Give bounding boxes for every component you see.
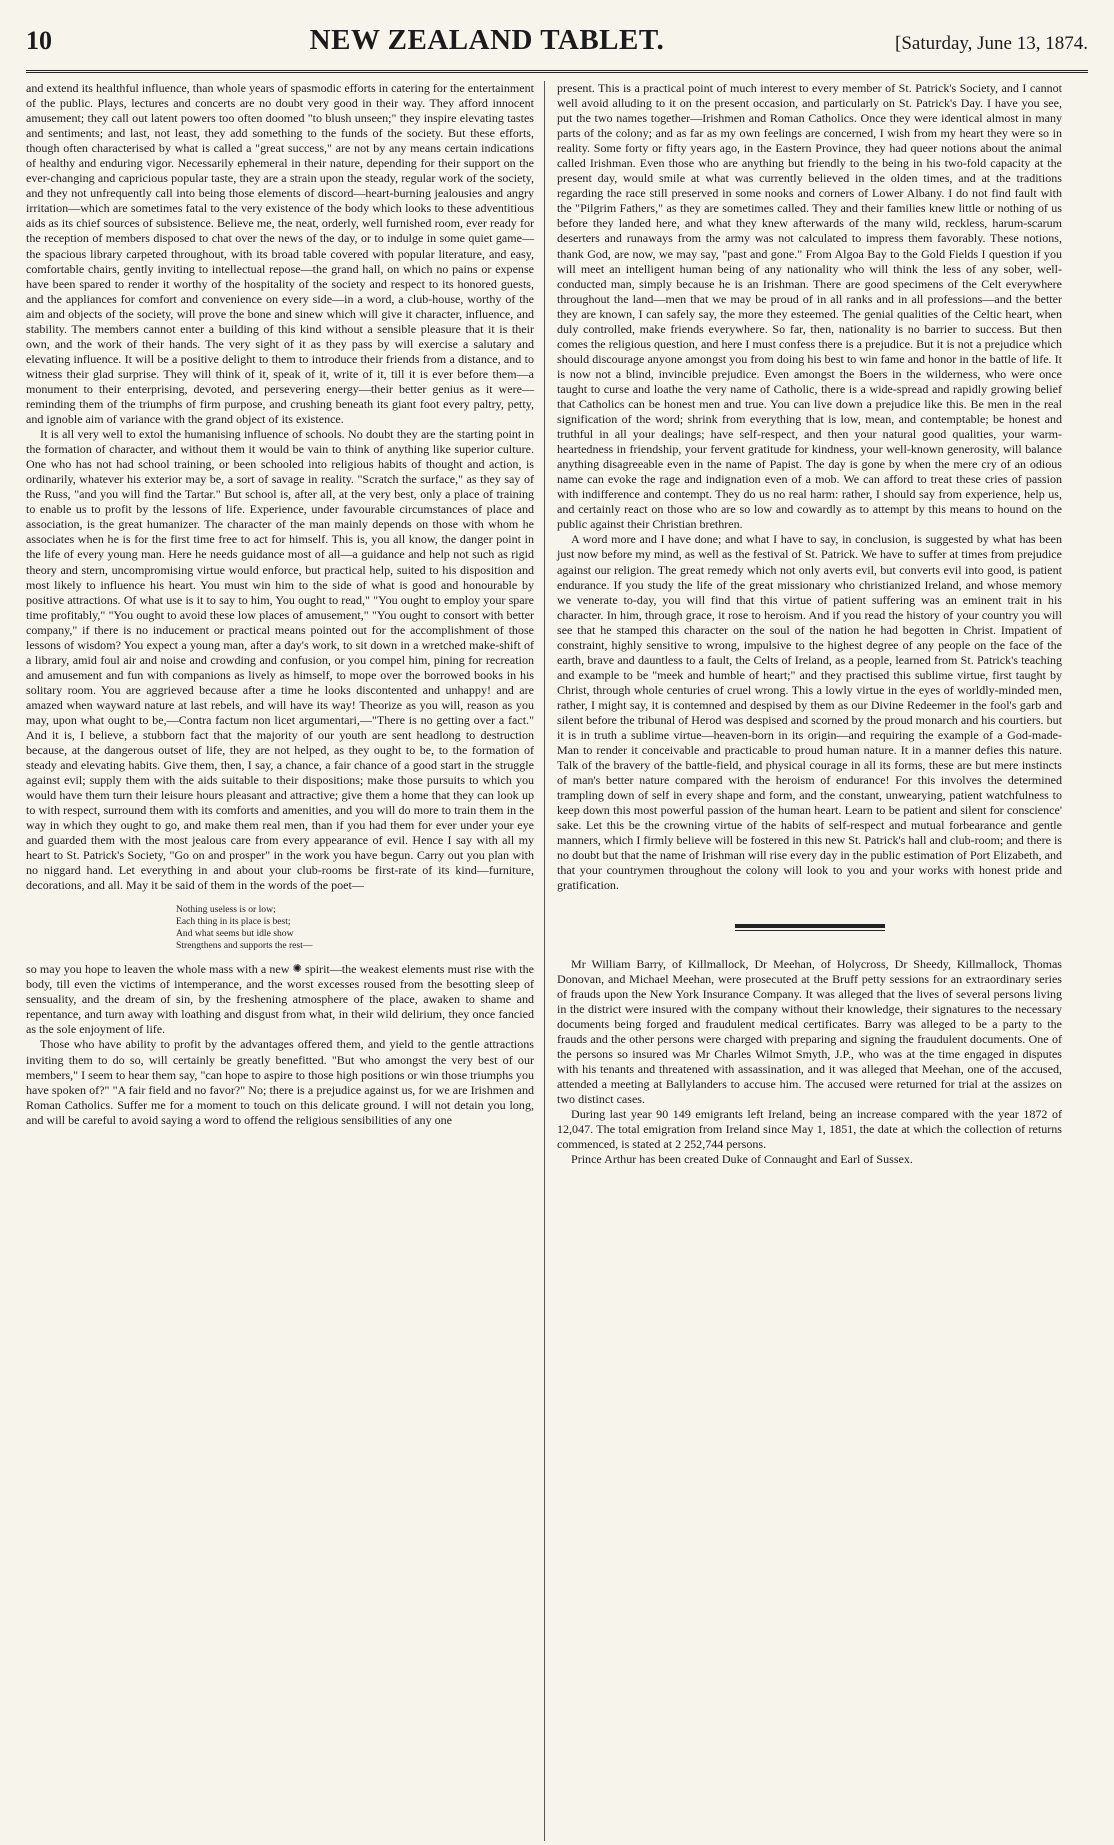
- paragraph: It is all very well to extol the humanising influence of schools. No doubt they are the starting point in the formation of character, and without them it would be vain to think of anything like superior culture. One who has not had school training, or been schooled into religious habits of thought and action, is ordinarily, whatever his exterior may be, a sort of savage in reality. "Scratch the surface," as they say of the Russ, "and you will find the Tartar." But school is, after all, at the very best, only a place of training to enable us to profit by the lessons of life. Experience, under favourable circumstances of place and association, is the great humanizer. The character of the man mainly depends on those with whom he associates when he is for the first time free to act for himself. This is, you all know, the danger point in the life of every young man. Here he needs guidance most of all—a guidance and help not such as rigid theory and stern, uncompromising virtue would enforce, but practical help, suited to his disposition and most likely to influence his heart. You must win him to the side of what is good and honourable by positive attractions. Of what use is it to say to him, You ought to read," "You ought to employ your spare time profitably," "You ought to avoid these low places of amusement," "You ought to consort with better company," if there is no inducement or practical means pointed out for the accomplishment of those lessons of wisdom? You expect a young man, after a day's work, to sit down in a wretched make-shift of a library, amid foul air and noise and crowding and confusion, or you compel him, pining for recreation and amusement and fun with companions as lively as himself, to mope over the borrowed books in his solitary room. You are aggrieved because after a time he looks discontented and unhappy! and are amazed when wayward nature at last rebels, and will have its way! Theorize as you will, reason as you may, upon what ought to be,—Contra factum non licet argumentari,—"There is no getting over a fact." And it is, I believe, a stubborn fact that the majority of our youth are sent headlong to destruction because, at the dangerous outset of life, they are not helped, as they ought to be, to the formation of steady and elevating habits. Give them, then, I say, a chance, a fair chance of a good start in the struggle against evil; supply them with the aids suitable to their dispositions; make those pursuits to which you would have them turn their leisure hours pleasant and attractive; give them a home that they can look up to with respect, surround them with its comforts and amenities, and you will do more to train them in the way in which they ought to go, and make them real men, than if you had them for ever under your eye and guarded them with the most jealous care from every appearance of evil. Hence I say with all my heart to St. Patrick's Society, "Go on and prosper" in the work you have begun. Carry out you plan with no niggard hand. Let everything in and about your club-rooms be first-rate of its kind—furniture, decorations, and all. May it be said of them in the words of the poet—: [26, 427, 534, 893]
- masthead-rule: [26, 70, 1088, 73]
- poem-line: Nothing useless is or low;: [176, 903, 276, 915]
- poem-quote: [176, 904, 534, 952]
- paragraph-start: so may you hope to leaven the whole mass with a new: [26, 961, 290, 976]
- news-item: During last year 90 149 emigrants left Ireland, being an increase compared with the year 1872 of 12,047. The total emigration from Ireland since May 1, 1851, the date at which the collection of returns commenced, is stated at 2 252,744 persons.: [557, 1107, 1062, 1152]
- paragraph: A word more and I have done; and what I have to say, in conclusion, is suggested by what has been just now before my mind, as well as the festival of St. Patrick. We have to suffer at times from prejudice against our religion. The great remedy which not only averts evil, but converts evil into good, is patient endurance. If you study the life of the great missionary who christianized Ireland, and whose memory we venerate to-day, you will find that this virtue of patient suffering was an eminent trait in his character. In him, through grace, it rose to heroism. And if you read the history of your country you will see that he stamped this character on the soul of the nation he had begotten in Christ. Impatient of constraint, highly sensitive to wrong, impulsive to the highest degree of any people on the face of the earth, brave and dauntless to a fault, the Celts of Ireland, as a people, learned from St. Patrick's teaching and example to be "meek and humble of heart;" and they practised this sublime virtue, first taught by Christ, through whole centuries of cruel wrong. This a lowly virtue in the eyes of worldly-minded men, rather, I might say, it is contemned and despised by them as our Divine Redeemer in the fool's garb and silent before the tribunal of Herod was despised and scorned by the proud monarch and his courtiers. but it is in truth a sublime virtue—heaven-born in its origin—and requiring the example of a God-made-Man to render it conceivable and practicable to proud human nature. It in a manner defies this nature. Talk of the bravery of the battle-field, and physical courage in all its forms, these are but mere instincts of man's better nature compared with the heroism of endurance! For this involves the determined trampling down of self in every shape and form, and the constant, unwearying, patient watchfulness to keep down this most powerful passion of the human heart. Learn to be patient and silent for conscience' sake. Let this be the crowning virtue of the habits of self-respect and mutual forbearance and gentle manners, which I firmly believe will be fostered in this new St. Patrick's hall and club-room; and there is no doubt but that the name of Irishman will rise every day in the public estimation of Port Elizabeth, and that your countrymen throughout the colony will look to you and your works with honest pride and gratification.: [557, 532, 1062, 893]
- masthead: [26, 24, 1088, 68]
- poem-line: And what seems but idle show: [176, 927, 294, 939]
- news-item: Mr William Barry, of Killmallock, Dr Meehan, of Holycross, Dr Sheedy, Killmallock, Thomas Donovan, and Michael Meehan, were prosecuted at the Bruff petty sessions for an extraordinary series of frauds upon the New York Insurance Company. It was alleged that the lives of several persons living in the district were insured with the company without their knowledge, their signatures to the necessary documents being forged and fraudulent medical certificates. Barry was alleged to be a party to the frauds and the other persons were charged with preparing and signing the fraudulent documents. One of the persons so insured was Mr Charles Wilmot Smyth, J.P., who was at the time engaged in disputes with his tenants and threatened with assassination, and it was alleged that Meehan, one of the accused, attended a meeting at Ballylanders to accuse him. The accused were returned for trial at the assizes on two distinct cases.: [557, 956, 1062, 1106]
- column-left: [26, 81, 544, 1841]
- paragraph-rest: spirit—the weakest elements must rise with the body, till even the victims of intemperance, and the worst excesses roused from the besotting sleep of sensuality, and the dream of sin, by the freshening atmosphere of the place, awaken to shame and repentance, and turn away with loathing and disgust from what, in their wild delirium, they once fancied as the sole enjoyment of life.: [26, 961, 534, 1037]
- issue-date: [Saturday, June 13, 1874.: [895, 33, 1088, 54]
- newspaper-title: NEW ZEALAND TABLET.: [309, 24, 665, 56]
- ornament-icon: ✺: [292, 963, 302, 976]
- poem-line: Strengthens and supports the rest—: [176, 939, 313, 951]
- paragraph: and extend its healthful influence, than whole years of spasmodic efforts in catering for the entertainment of the public. Plays, lectures and concerts are no doubt very good in their way. They afford innocent amusement; they call out latent powers too often doomed "to blush unseen;" they inspire elevating tastes and sentiments; and last, not least, they add something to the funds of the society. But these efforts, though often characterised by what is called a "great success," are not by any means certain indications of healthy and enduring vigor. Necessarily ephemeral in their nature, depending for their support on the ever-changing and capricious popular taste, they are a strain upon the steady, regular work of the society, and they not unfrequently call into being those elements of discord—heart-burning jealousies and angry irritation—which are sometimes fatal to the very existence of the body which looks to these adventitious aids as its chief sources of subsistence. Believe me, the neat, orderly, well furnished room, ever ready for the reception of members disposed to chat over the news of the day, or to indulge in some quiet game—the spacious library carpeted throughout, with its broad table covered with popular literature, and easy, comfortable chairs, gently inviting to intellectual repose—the grand hall, on which no pains or expense have been spared to render it worthy of the hospitality of the society and respect to its honored guests, and the appliances for comfort and convenience on every side—in a word, a club-house, worthy of the aim and objects of the society, will prove the bone and sinew which will give it character, influence, and stability. The members cannot enter a building of this kind without a sensible pleasure that it is their own, and the work of their hands. The very sight of it as they pass by will exercise a salutary and elevating influence. It will be a positive delight to them to introduce their friends from a distance, and to witness their glad surprise. They will think of it, speak of it, write of it, till it is ever before them—a monument to their enterprising, devoted, and persevering energy—their better genius as it were—reminding them of the triumphs of firm purpose, and crushing beneath its giant foot every paltry, petty, and ignoble aim of variance with the grand object of its existence.: [26, 81, 534, 427]
- paragraph: Those who have ability to profit by the advantages offered them, and yield to the gentle attractions inviting them to do so, will certainly be greatly benefitted. "But who amongst the very best of our members," I seem to hear them say, "can hope to aspire to those high positions or win those triumphs you have spoken of?" "A fair field and no favor?" No; there is a prejudice against us, for we are Irishmen and Roman Catholics. Suffer me for a moment to touch on this delicate ground. I will not detain you long, and will be careful to avoid saying a word to offend the religious sensibilities of any one: [26, 1037, 534, 1127]
- article-columns: [26, 81, 1088, 1841]
- poem-line: Each thing in its place is best;: [176, 915, 291, 927]
- paragraph: present. This is a practical point of much interest to every member of St. Patrick's Society, and I cannot well avoid alluding to it on the present occasion, and particularly on St. Patrick's Day. I have you see, put the two names together—Irishmen and Roman Catholics. Once they were identical almost in many parts of the colony; and as far as my own feelings are concerned, I wish from my heart they were so in reality. Some forty or fifty years ago, in the Eastern Province, they had queer notions about the animal called Irishman. Even those who are anything but friendly to the being in his two-fold capacity at the present day, would smile at what was currently believed in the olden times, and at the traditions regarding the race still preserved in some nooks and corners of Lower Albany. I do not find fault with the "Pilgrim Fathers," as they are sometimes called. They and their families knew little or nothing of us before they landed here, and what they knew afterwards of the many wild, reckless, harum-scarum deserters and runaways from the army was not calculated to impress them favorably. These notions, thank God, are now, we may say, "past and gone." From Algoa Bay to the Gold Fields I question if you will meet an intelligent human being of any nationality who will think the less of any sober, well-conducted man, simply because he is an Irishman. There are good specimens of the Celt everywhere throughout the land—men that we may be proud of in all ranks and in all professions—and the better they are known, I can safely say, the more they esteemed. The genial qualities of the Celtic heart, when duly controlled, make friends everywhere. So far, then, nationality is no barrier to success. But then comes the religious question, and here I must confess there is a prejudice. But it is not a prejudice which should discourage anyone amongst you from doing his best to win fame and honor in the battle of life. It is now not a blind, invincible prejudice. Even amongst the Boers in the wilderness, who were once taught to curse and loathe the very name of Catholic, there is a wide-spread and rapidly growing belief that Catholics can be honest men and true. You can live down a prejudice like this. Be men in the real signification of the word; shrink from everything that is low, mean, and contemptable; be honest and truthful in all your dealings; have self-respect, and then your natural good qualities, your warm-heartedness in friendship, your fervent gratitude for kindness, your well-known generosity, will balance anything disagreeable even in the name of Papist. The day is gone by when the mere cry of an odious name can evoke the rage and indignation even of a mob. We can afford to treat these cries of passion with indifference and contempt. They do us no real harm: rather, I should say from experience, help us, and certainly react on those who are so low and cowardly as to attempt by this means to hound on the public against their Christian brethren.: [557, 81, 1062, 532]
- section-divider: [735, 924, 885, 931]
- news-item: Prince Arthur has been created Duke of Connaught and Earl of Sussex.: [571, 1152, 913, 1167]
- page-number: 10: [26, 26, 52, 55]
- column-right: [544, 81, 1062, 1841]
- paragraph: [26, 962, 534, 1038]
